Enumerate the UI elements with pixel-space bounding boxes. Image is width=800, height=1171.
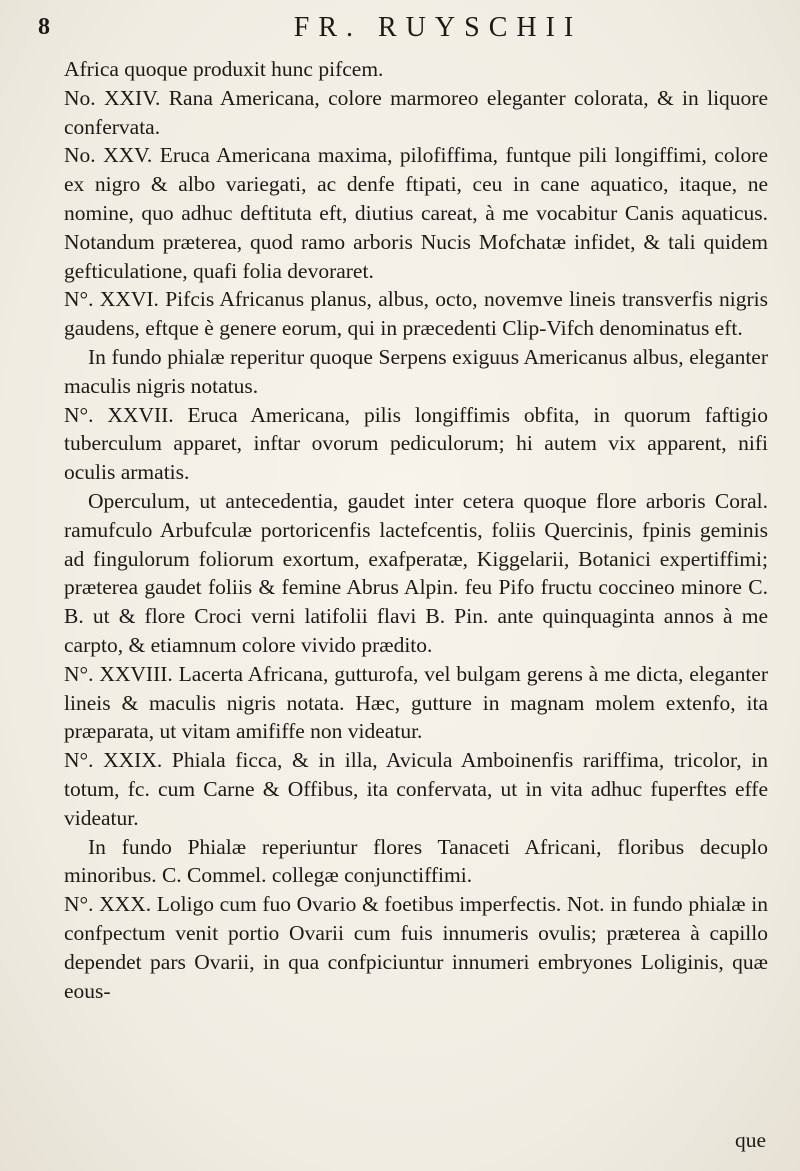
running-head: FR. RUYSCHII xyxy=(293,12,583,43)
catchword: que xyxy=(734,1128,766,1152)
paragraph: N°. XXX. Loligo cum fuo Ovario & foetibus imperfectis. Not. in fundo phialæ in confpectum venit portio Ovarii cum fuis innumeris ovulis; præterea à capillo dependet pars Ovarii, in qua confpiciuntur innumeri embryones Loliginis, quæ eous- xyxy=(64,892,768,1003)
paragraph: N°. XXVIII. Lacerta Africana, gutturofa, vel bulgam gerens à me dicta, eleganter lineis & maculis nigris notata. Hæc, gutture in magnam molem extenfo, ita præparata, ut vitam amififfe non videatur. xyxy=(64,661,768,744)
body-text xyxy=(64,55,768,1005)
page-number: 8 xyxy=(38,14,50,40)
paragraph: In fundo phialæ reperitur quoque Serpens exiguus Americanus albus, eleganter maculis nigris notatus. xyxy=(64,344,768,398)
paragraph: Africa quoque produxit hunc pifcem. xyxy=(64,57,384,81)
paragraph: N°. XXIX. Phiala ficca, & in illa, Avicula Amboinenfis rariffima, tricolor, in totum, fc. cum Carne & Offibus, ita confervata, ut in vita adhuc fuperftes effe videatur. xyxy=(64,748,768,830)
page-header xyxy=(38,8,768,48)
paragraph: N°. XXVII. Eruca Americana, pilis longiffimis obfita, in quorum faftigio tuberculum apparet, inftar ovorum pediculorum; hi autem vix apparent, nifi oculis armatis. xyxy=(64,402,768,485)
paragraph: N°. XXVI. Pifcis Africanus planus, albus, octo, novemve lineis transverfis nigris gaudens, eftque è genere eorum, qui in præcedenti Clip-Vifch denominatus eft. xyxy=(64,287,768,341)
paragraph: Operculum, ut antecedentia, gaudet inter cetera quoque flore arboris Coral. ramufculo Arbufculæ portoricenfis lactefcentis, foliis Quercinis, fpinis geminis ad fingulorum foliorum exortum, exafperatæ, Kiggelarii, Botanici expertiffimi; præterea gaudet foliis & femine Abrus Alpin. feu Pifo fructu coccineo minore C. B. ut & flore Croci verni latifolii flavi B. Pin. ante quinquaginta annos à me carpto, & etiamnum colore vivido prædito. xyxy=(64,488,768,657)
paragraph: No. XXIV. Rana Americana, colore marmoreo eleganter colorata, & in liquore confervata. xyxy=(64,85,768,139)
paragraph: In fundo Phialæ reperiuntur flores Tanaceti Africani, floribus decuplo minoribus. C. Commel. collegæ conjunctiffimi. xyxy=(64,834,768,888)
paragraph: No. XXV. Eruca Americana maxima, pilofiffima, funtque pili longiffimi, colore ex nigro & albo variegati, ac denfe ftipati, ceu in cane aquatico, itaque, ne nomine, quo adhuc deftituta eft, diutius careat, à me vocabitur Canis aquaticus. Notandum præterea, quod ramo arboris Nucis Mofchatæ infidet, & tali quidem gefticulatione, quafi folia devoraret. xyxy=(64,143,768,283)
